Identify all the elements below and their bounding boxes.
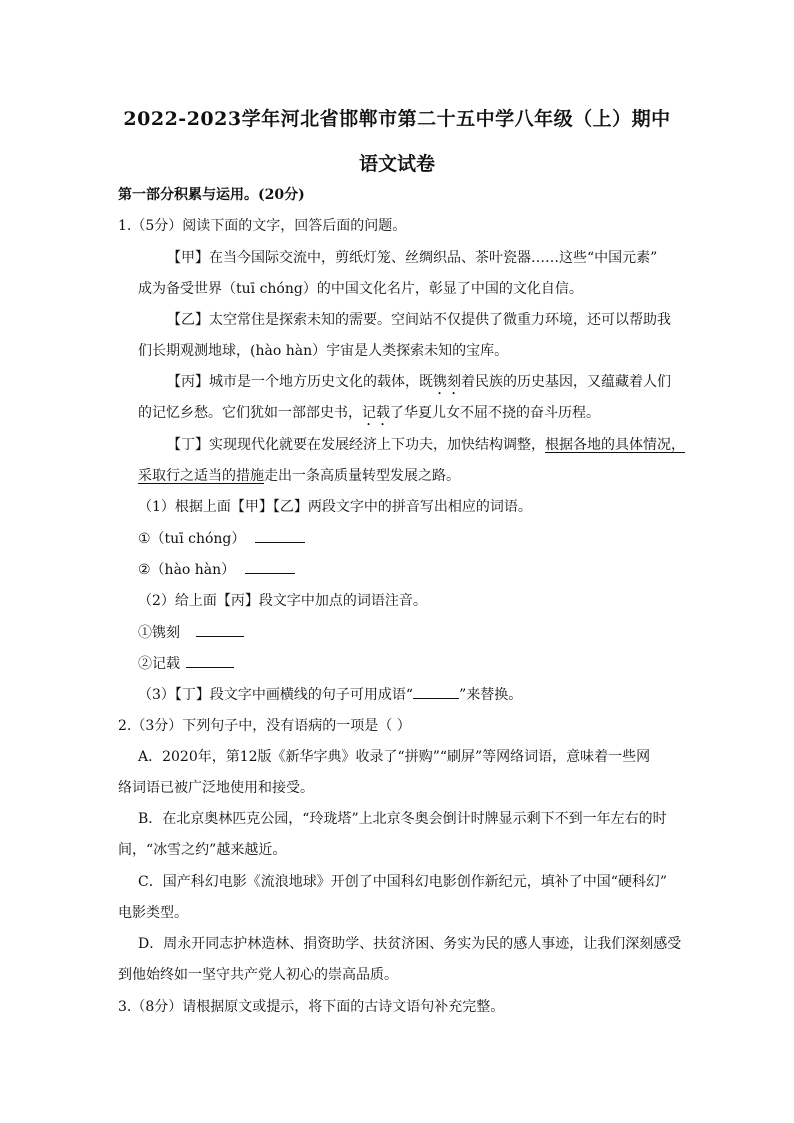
q2-option-c-line2: 电影类型。 bbox=[118, 905, 188, 921]
sub2-a-label: ①镌刻 bbox=[138, 625, 180, 641]
answer-blank[interactable] bbox=[255, 528, 305, 543]
q1-jia-line1: 【甲】在当今国际交流中，剪纸灯笼、丝绸织品、茶叶瓷器……这些“中国元素” bbox=[167, 250, 658, 266]
q2-stem: 2.（3分）下列句子中，没有语病的一项是（ ） bbox=[118, 718, 411, 734]
q2-option-d-line2: 到他始终如一坚守共产党人初心的崇高品质。 bbox=[118, 967, 398, 983]
q1-sub2-a bbox=[138, 622, 244, 643]
answer-blank[interactable] bbox=[245, 559, 295, 574]
q1-ding-line1 bbox=[167, 435, 685, 455]
q1-sub1-b bbox=[138, 559, 295, 580]
ding-text: 走出一条高质量转型发展之路。 bbox=[264, 468, 460, 484]
q1-yi-line2: 们长期观测地球，(hào hàn）宇宙是人类探索未知的宝库。 bbox=[138, 343, 509, 359]
sub1-b-label: ②（hào hàn） bbox=[138, 562, 236, 578]
bing-text: 的 bbox=[138, 405, 152, 421]
q1-yi-line1: 【乙】太空常住是探索未知的需要。空间站不仅提供了微重力环境，还可以帮助我 bbox=[167, 312, 671, 328]
bing-text: 着民族的历史基因，又蕴藏着人们 bbox=[461, 374, 671, 390]
q2-option-c-line1: C．国产科幻电影《流浪地球》开创了中国科幻电影创作新纪元，填补了中国“硬科幻” bbox=[138, 874, 668, 890]
q1-stem: 1.（5分）阅读下面的文字，回答后面的问题。 bbox=[118, 218, 407, 234]
q1-sub1: （1）根据上面【甲】【乙】两段文字中的拼音写出相应的词语。 bbox=[138, 499, 532, 515]
q1-bing-line2 bbox=[138, 403, 600, 429]
q2-option-b-line2: 间，“冰雪之约”越来越近。 bbox=[118, 842, 287, 858]
page-title: 2022-2023学年河北省邯郸市第二十五中学八年级（上）期中 bbox=[123, 108, 671, 130]
q2-option-a-line2: 络词语已被广泛地使用和接受。 bbox=[118, 780, 314, 796]
q1-sub2: （2）给上面【丙】段文字中加点的词语注音。 bbox=[138, 593, 427, 609]
answer-blank[interactable] bbox=[186, 653, 234, 668]
page-subtitle: 语文试卷 bbox=[358, 153, 435, 175]
q2-option-b-line1: B．在北京奥林匹克公园，“玲珑塔”上北京冬奥会倒计时牌显示剩下不到一年左右的时 bbox=[138, 811, 667, 827]
sub3-text: ”来替换。 bbox=[459, 687, 523, 703]
q1-ding-line2 bbox=[138, 466, 460, 486]
bing-text: 记 bbox=[152, 405, 166, 421]
q1-bing-line1 bbox=[167, 372, 671, 398]
part1-heading: 第一部分积累与运用。(20分) bbox=[118, 187, 305, 203]
ding-underlined-text: 根据各地的具体情况， bbox=[545, 437, 685, 453]
q1-sub3 bbox=[138, 684, 522, 705]
answer-blank[interactable] bbox=[413, 684, 459, 699]
bing-text: 忆乡愁。它们犹如一部部史书， bbox=[166, 405, 362, 421]
sub2-b-label: ②记载 bbox=[138, 656, 180, 672]
sub1-a-label: ①（tuī chóng） bbox=[138, 531, 246, 547]
bing-dotted-word-jizai: 记载 bbox=[362, 405, 390, 421]
ding-text: 【丁】实现现代化就要在发展经济上下功夫，加快结构调整， bbox=[167, 437, 545, 453]
answer-blank[interactable] bbox=[196, 622, 244, 637]
q2-option-d-line1: D．周永开同志护林造林、捐资助学、扶贫济困、务实为民的感人事迹，让我们深刻感受 bbox=[138, 936, 682, 952]
ding-underlined-text: 采取行之适当的措施 bbox=[138, 468, 264, 484]
q1-sub1-a bbox=[138, 528, 305, 549]
q3-stem: 3.（8分）请根据原文或提示，将下面的古诗文语句补充完整。 bbox=[118, 999, 505, 1015]
q2-option-a-line1: A．2020年，第12版《新华字典》收录了“拼购”“刷屏”等网络词语，意味着一些网 bbox=[138, 749, 651, 765]
bing-text: 了华夏儿女不屈不挠的奋斗历程。 bbox=[390, 405, 600, 421]
bing-text: 【丙】城市是一个地方历史文化的载体，既 bbox=[167, 374, 433, 390]
sub3-text: （3）【丁】段文字中画横线的句子可用成语“ bbox=[138, 687, 414, 703]
q1-sub2-b bbox=[138, 653, 234, 674]
bing-dotted-word-juanke: 镌刻 bbox=[433, 374, 461, 390]
q1-jia-line2: 成为备受世界（tuī chóng）的中国文化名片，彰显了中国的文化自信。 bbox=[138, 281, 583, 297]
